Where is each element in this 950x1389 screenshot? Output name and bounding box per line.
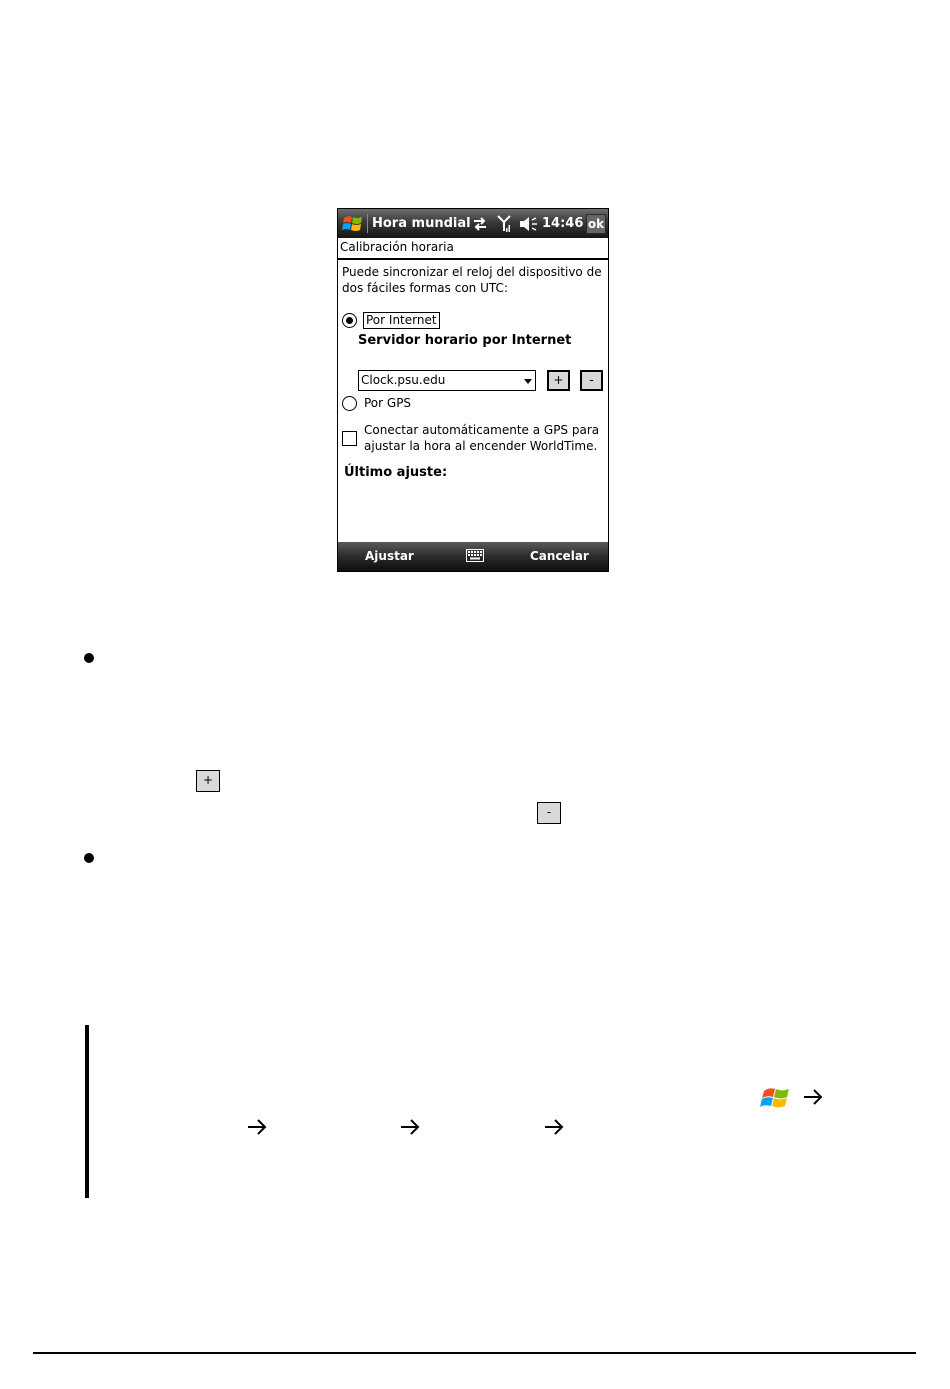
chevron-down-icon[interactable] — [524, 379, 532, 384]
adjust-softkey[interactable]: Ajustar — [365, 549, 414, 563]
radio-gps[interactable] — [342, 396, 357, 411]
connectivity-icon[interactable] — [472, 216, 488, 232]
intro-text: Puede sincronizar el reloj del dispositivo de dos fáciles formas con UTC: — [342, 265, 602, 295]
add-server-button[interactable]: + — [547, 370, 570, 391]
radio-internet[interactable] — [342, 313, 357, 328]
radio-gps-label[interactable]: Por GPS — [364, 396, 412, 410]
subheader: Calibración horaria — [338, 238, 608, 260]
softkey-bar — [338, 542, 608, 571]
gps-auto-label[interactable]: Conectar automáticamente a GPS para ajustar la hora al encender WorldTime. — [364, 423, 600, 453]
volume-icon[interactable] — [519, 216, 539, 232]
bullet — [84, 853, 94, 863]
footer-rule — [33, 1352, 916, 1354]
arrow-right-icon — [399, 1117, 421, 1137]
title-bar — [338, 209, 608, 238]
bullet — [84, 653, 94, 663]
cancel-softkey[interactable]: Cancelar — [530, 549, 589, 563]
last-adjust-label: Último ajuste: — [344, 465, 448, 480]
server-select[interactable] — [358, 370, 536, 391]
ok-button[interactable]: ok — [586, 214, 606, 234]
clock[interactable]: 14:46 — [542, 216, 584, 231]
arrow-right-icon — [246, 1117, 268, 1137]
app-title: Hora mundial — [372, 216, 471, 231]
remove-server-button[interactable]: - — [580, 370, 603, 391]
server-select-value: Clock.psu.edu — [361, 373, 446, 387]
inline-add-button-image: + — [196, 770, 220, 792]
note-bar — [85, 1025, 89, 1198]
title-separator — [367, 214, 368, 233]
windows-start-icon — [760, 1085, 792, 1113]
signal-icon[interactable] — [497, 215, 511, 233]
arrow-right-icon — [543, 1117, 565, 1137]
keyboard-icon[interactable] — [466, 549, 484, 562]
arrow-right-icon — [802, 1087, 824, 1107]
windows-start-icon[interactable] — [342, 214, 364, 234]
radio-selected-dot — [346, 317, 353, 324]
radio-internet-label[interactable]: Por Internet — [363, 312, 440, 329]
device-screenshot — [337, 208, 609, 572]
gps-auto-checkbox[interactable] — [342, 431, 357, 446]
inline-remove-button-image: - — [537, 802, 561, 824]
server-heading: Servidor horario por Internet — [358, 333, 572, 348]
